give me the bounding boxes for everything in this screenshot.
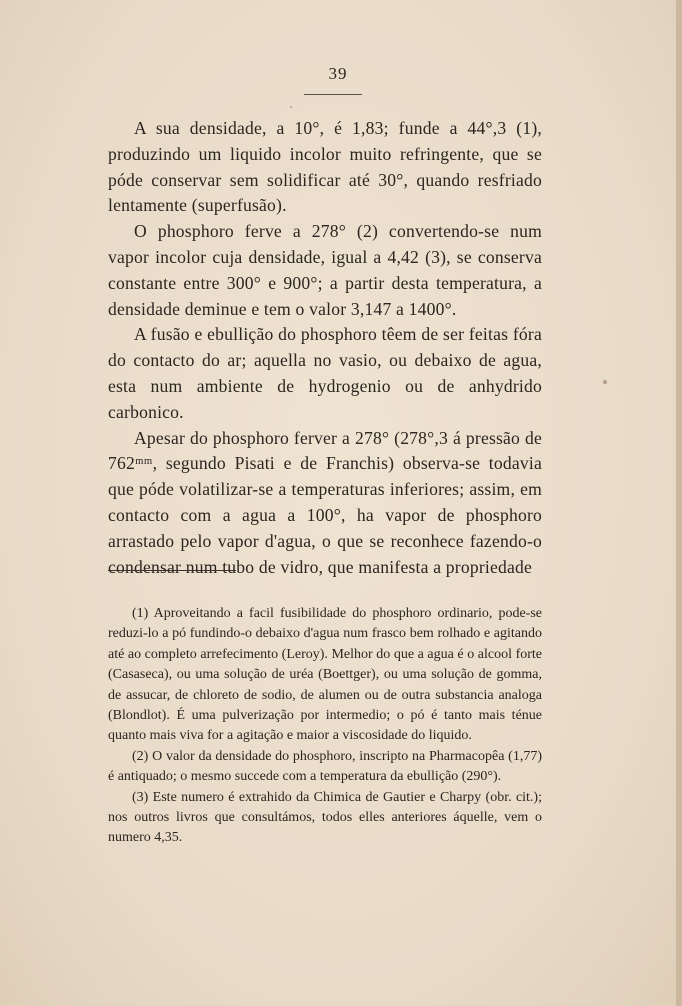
paragraph: A sua densidade, a 10°, é 1,83; funde a 44°,3 (1), produzindo um liquido incolor muito refringente, que se póde conservar sem solidificar até 30°, quando resfriado lentamente (superfusão). bbox=[108, 118, 542, 216]
footnote: (1) Aproveitando a facil fusibilidade do phosphoro ordinario, pode-se reduzi-lo a pó fundindo-o debaixo d'agua num frasco bem rolhado e agitando até ao completo arrefecimento (Leroy). Melhor do que a agua é o alcool forte (Casaseca), ou uma solução de uréa (Boettger), ou uma solução de gomma, de assucar, de chloreto de sodio, de alumen ou de outra substancia analoga (Blondlot). É uma pulverização por intermedio; o pó é tanto mais ténue quanto mais viva for a agitação e maior a viscosidade do liquido. bbox=[108, 606, 542, 744]
footnote: (3) Este numero é extrahido da Chimica de Gautier e Charpy (obr. cit.); nos outros livros que consultámos, todos elles anteriores áquelle, vem o numero 4,35. bbox=[108, 789, 542, 846]
paragraph: Apesar do phosphoro ferver a 278° (278°,3 á pressão de 762ᵐᵐ, segundo Pisati e de Franchis) observa-se todavia que póde volatilizar-se a temperaturas inferiores; assim, em contacto com a agua a 100°, ha vapor de phosphoro arrastado pelo vapor d'agua, o que se reconhece fazendo-o condensar num tubo de vidro, que manifesta a propriedade bbox=[108, 427, 542, 577]
paper-stain bbox=[603, 380, 607, 384]
footnote-rule bbox=[108, 570, 236, 571]
footnotes bbox=[108, 604, 542, 849]
paragraph: A fusão e ebullição do phosphoro têem de ser feitas fóra do contacto do ar; aquella no vasio, ou debaixo de agua, esta num ambiente de hydrogenio ou de anhydrido carbonico. bbox=[108, 324, 542, 422]
page-number: 39 bbox=[328, 64, 348, 83]
paragraph: O phosphoro ferve a 278° (2) convertendo-se num vapor incolor cuja densidade, igual a 4,42 (3), se conserva constante entre 300° e 900°; a partir desta temperatura, a densidade deminue e tem o valor 3,147 a 1400°. bbox=[108, 221, 542, 319]
footnote: (2) O valor da densidade do phosphoro, inscripto na Pharmacopêa (1,77) é antiquado; o mesmo succede com a temperatura da ebullição (290°). bbox=[108, 748, 542, 785]
main-text bbox=[108, 116, 542, 580]
header-rule bbox=[304, 94, 362, 95]
paper-stain bbox=[290, 106, 292, 108]
